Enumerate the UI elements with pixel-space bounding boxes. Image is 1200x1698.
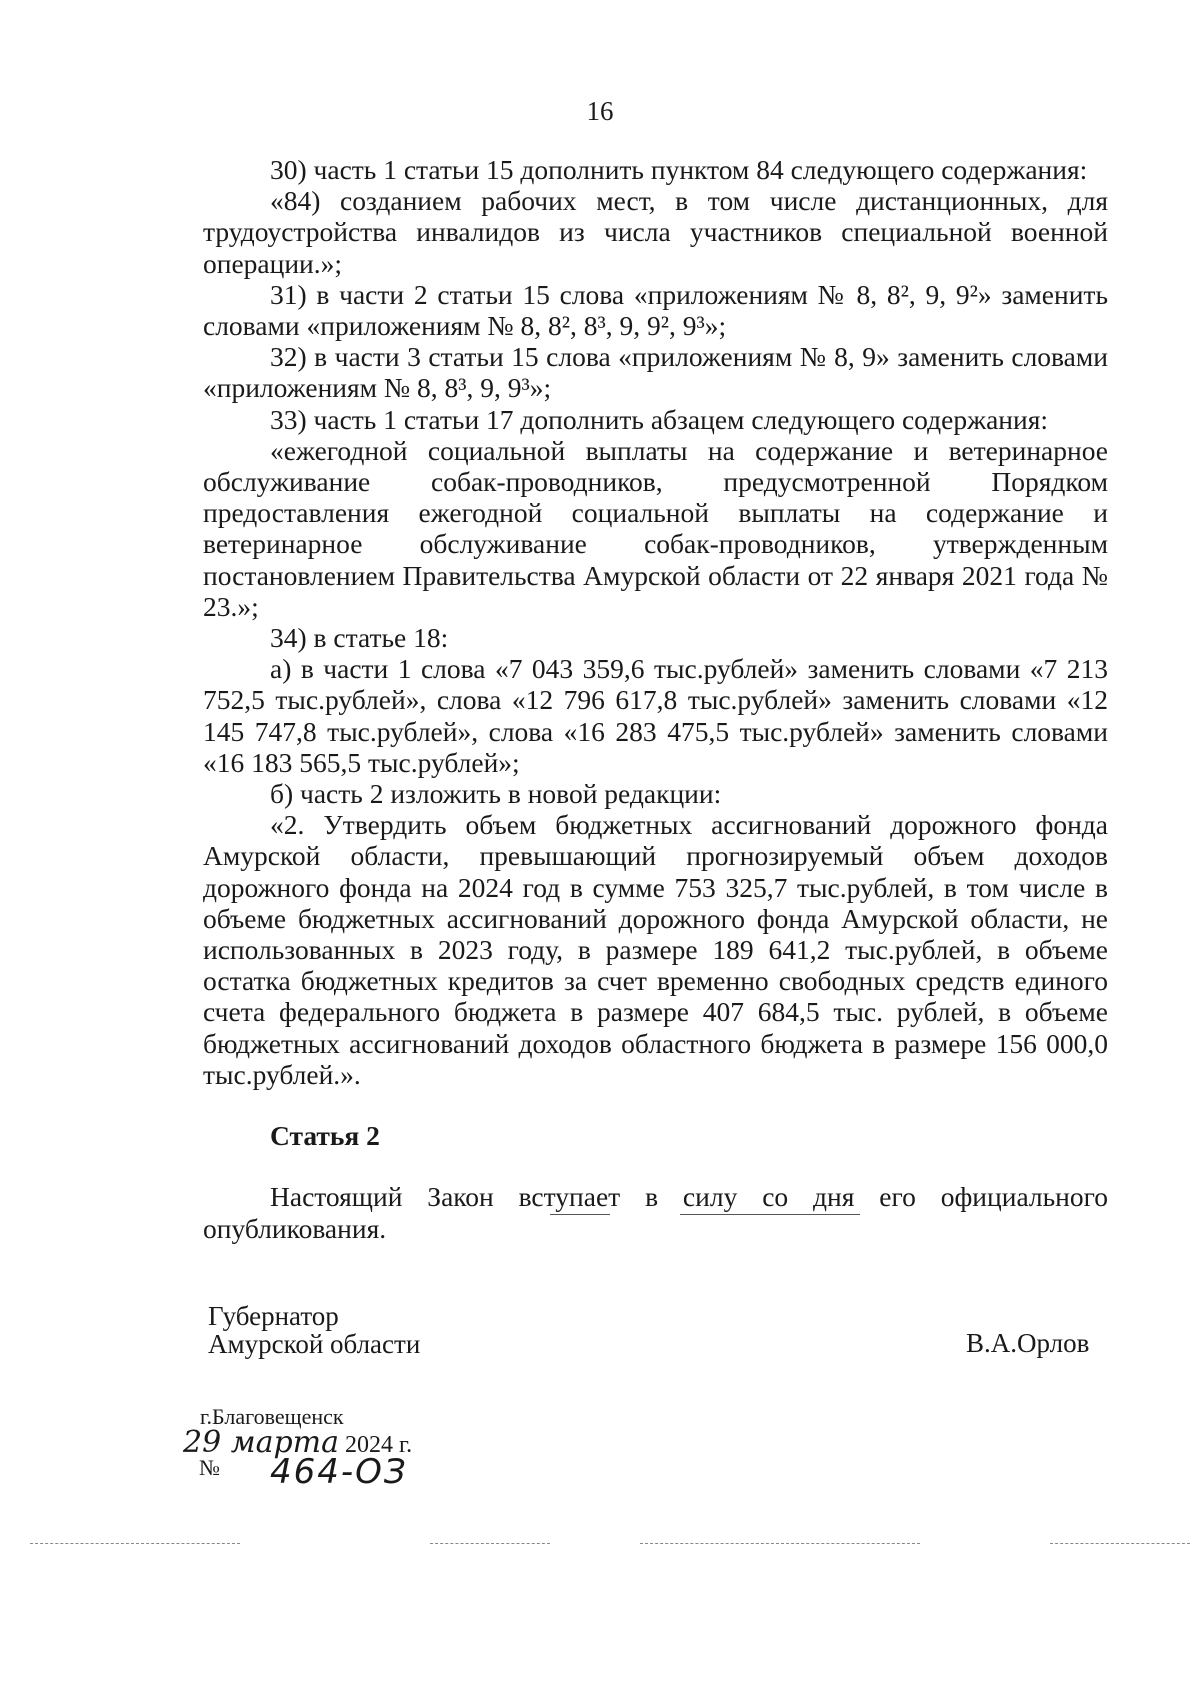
paragraph-30: 30) часть 1 статьи 15 дополнить пунктом 84 следующего содержания: <box>270 154 1088 185</box>
scan-artifact-line <box>640 1543 920 1544</box>
signature-position <box>208 1302 420 1358</box>
paragraph-32: 32) в части 3 статьи 15 слова «приложениям № 8, 9» заменить словами «приложениям № 8, 8³, 9, 9³»; <box>203 341 1108 404</box>
scan-artifact-line <box>680 1214 860 1215</box>
signature-position-line1: Губернатор <box>208 1301 339 1331</box>
paragraph-34-b-quote: «2. Утвердить объем бюджетных ассигнований дорожного фонда Амурской области, превышающий прогнозируемый объем доходов дорожного фонда на 2024 год в сумме 753 325,7 тыс.рублей, в том числе в объеме бюджетных ассигнований дорожного фонда Амурской области, не использованных в 2023 году, в размере 189 641,2 тыс.рублей, в объеме остатка бюджетных кредитов за счет временно свободных средств единого счета федерального бюджета в размере 407 684,5 тыс. рублей, в объеме бюджетных ассигнований доходов областного бюджета в размере 156 000,0 тыс.рублей.». <box>203 809 1108 1090</box>
paragraph-31: 31) в части 2 статьи 15 слова «приложениям № 8, 8², 9, 9²» заменить словами «приложениям № 8, 8², 8³, 9, 9², 9³»; <box>203 278 1108 342</box>
number-sign: № <box>199 1455 220 1480</box>
signing-city: г.Благовещенск <box>200 1404 344 1429</box>
paragraph-34: 34) в статье 18: <box>270 622 449 654</box>
document-body <box>203 154 1108 1244</box>
paragraph-84-quote: «84) созданием рабочих мест, в том числе дистанционных, для трудоустройства инвалидов из числа участников специальной военной операции.»; <box>203 185 1108 279</box>
scan-artifact-line <box>30 1543 240 1544</box>
paragraph-33: 33) часть 1 статьи 17 дополнить абзацем следующего содержания: <box>270 403 1049 435</box>
signing-year: 2024 г. <box>345 1432 413 1458</box>
article-2-title: Статья 2 <box>270 1120 380 1152</box>
signature-position-line2: Амурской области <box>208 1329 421 1359</box>
paragraph-34-a: а) в части 1 слова «7 043 359,6 тыс.рублей» заменить словами «7 213 752,5 тыс.рублей», слова «12 796 617,8 тыс.рублей» заменить словами «12 145 747,8 тыс.рублей», слова «16 283 475,5 тыс.рублей» заменить словами «16 183 565,5 тыс.рублей»; <box>203 653 1108 778</box>
article-2-text: Настоящий Закон вступает в силу со дня его официального опубликования. <box>203 1181 1108 1244</box>
scan-artifact-line <box>550 1214 610 1215</box>
scan-artifact-line <box>430 1543 550 1544</box>
paragraph-34-b: б) часть 2 изложить в новой редакции: <box>270 778 722 810</box>
scan-artifact-line <box>1050 1543 1190 1544</box>
signature-name: В.А.Орлов <box>966 1328 1090 1358</box>
handwritten-law-number: 464-ОЗ <box>270 1452 408 1492</box>
handwritten-date: 29 марта <box>183 1425 340 1460</box>
paragraph-33-quote: «ежегодной социальной выплаты на содержание и ветеринарное обслуживание собак-проводников, предусмотренной Порядком предоставления ежегодной социальной выплаты на содержание и ветеринарное обслуживание собак-проводников, утвержденным постановлением Правительства Амурской области от 22 января 2021 года № 23.»; <box>203 434 1108 622</box>
page-number: 16 <box>586 96 614 126</box>
